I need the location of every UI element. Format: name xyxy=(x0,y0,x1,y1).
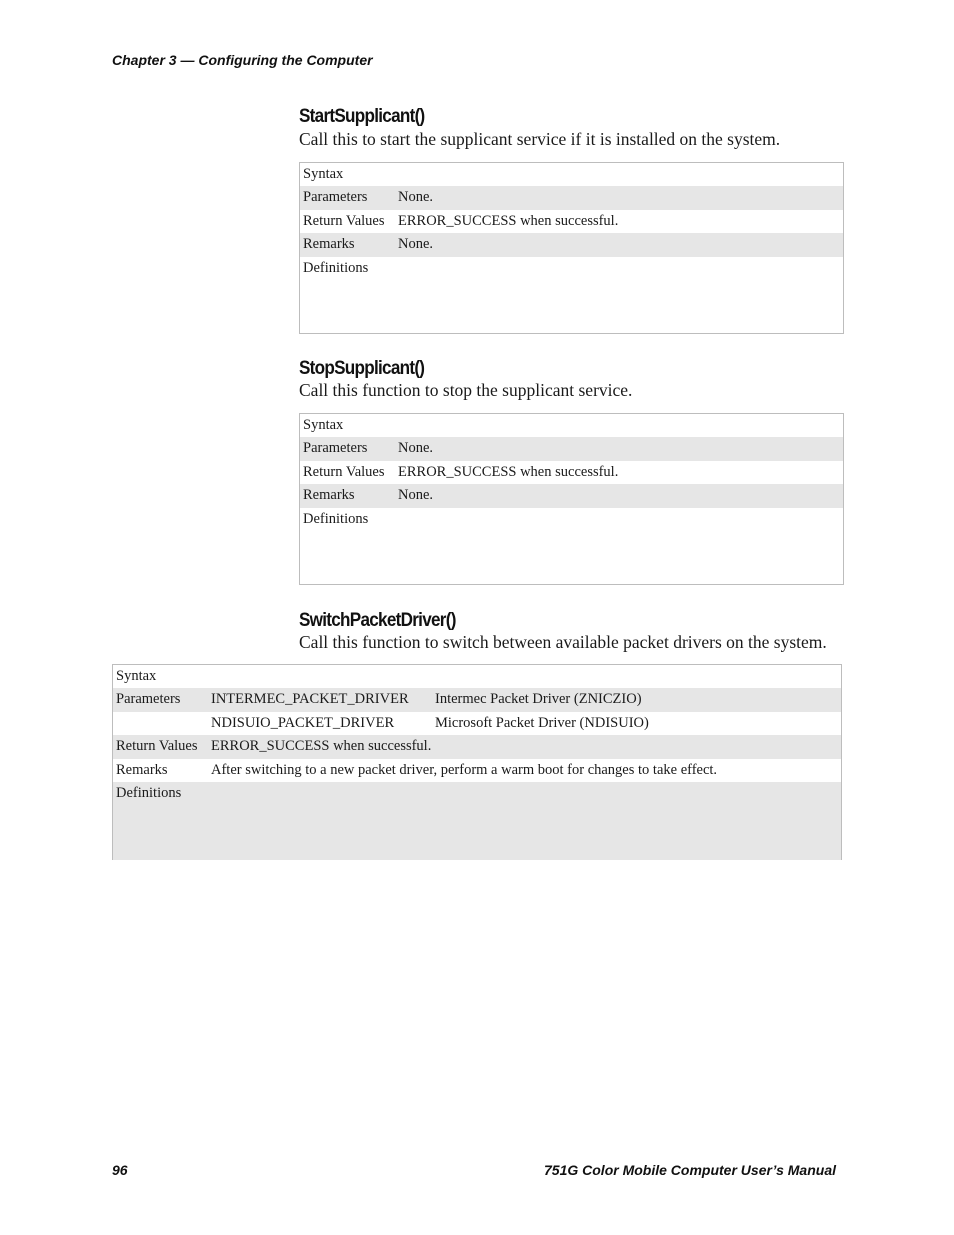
table-row xyxy=(300,163,843,186)
row-label: Return Values xyxy=(303,463,385,480)
function-table-switch-packet-driver xyxy=(112,664,842,860)
section-description-stop-supplicant: Call this function to stop the supplicant service. xyxy=(299,380,633,400)
row-value: ERROR_SUCCESS when successful. xyxy=(211,738,432,755)
manual-title: 751G Color Mobile Computer User’s Manual xyxy=(544,1162,836,1178)
row-value: ERROR_SUCCESS when successful. xyxy=(398,463,619,480)
table-row xyxy=(113,688,841,711)
section-title-start-supplicant: StartSupplicant() xyxy=(299,106,425,127)
table-row xyxy=(300,508,843,585)
parameter-name: NDISUIO_PACKET_DRIVER xyxy=(211,714,395,731)
row-label: Definitions xyxy=(303,259,369,276)
section-title-switch-packet-driver: SwitchPacketDriver() xyxy=(299,610,456,631)
row-label: Parameters xyxy=(303,189,368,206)
table-row xyxy=(300,210,843,233)
function-table-stop-supplicant xyxy=(299,413,844,585)
page-number: 96 xyxy=(112,1162,128,1178)
table-row xyxy=(113,782,841,860)
parameter-name: INTERMEC_PACKET_DRIVER xyxy=(211,691,409,708)
parameter-description: Microsoft Packet Driver (NDISUIO) xyxy=(435,714,649,731)
table-row xyxy=(113,665,841,688)
table-row xyxy=(300,186,843,209)
row-label: Syntax xyxy=(303,166,344,182)
table-row xyxy=(300,484,843,507)
row-label: Syntax xyxy=(116,668,157,684)
row-value: None. xyxy=(398,189,434,206)
section-description-start-supplicant: Call this to start the supplicant service if it is installed on the system. xyxy=(299,129,781,149)
section-title-stop-supplicant: StopSupplicant() xyxy=(299,358,425,379)
table-row xyxy=(113,712,841,735)
row-value: None. xyxy=(398,440,434,457)
section-description-switch-packet-driver: Call this function to switch between available packet drivers on the system. xyxy=(299,632,827,652)
row-label: Parameters xyxy=(303,440,368,457)
row-label: Return Values xyxy=(303,212,385,229)
row-value: None. xyxy=(398,236,434,253)
row-label: Syntax xyxy=(303,417,344,433)
table-row xyxy=(300,437,843,460)
row-label: Remarks xyxy=(303,487,355,504)
row-label: Parameters xyxy=(116,691,181,708)
row-value: After switching to a new packet driver, perform a warm boot for changes to take effect. xyxy=(211,761,718,778)
row-label: Definitions xyxy=(116,784,182,801)
table-row xyxy=(300,257,843,334)
table-row xyxy=(113,735,841,758)
function-table-start-supplicant xyxy=(299,162,844,334)
table-row xyxy=(113,759,841,782)
row-value: None. xyxy=(398,487,434,504)
row-label: Definitions xyxy=(303,510,369,527)
table-row xyxy=(300,461,843,484)
row-label: Remarks xyxy=(116,761,168,778)
table-row xyxy=(300,414,843,437)
parameter-description: Intermec Packet Driver (ZNICZIO) xyxy=(435,691,642,708)
row-value: ERROR_SUCCESS when successful. xyxy=(398,212,619,229)
table-row xyxy=(300,233,843,256)
running-header: Chapter 3 — Configuring the Computer xyxy=(112,52,373,68)
row-label: Remarks xyxy=(303,236,355,253)
row-label: Return Values xyxy=(116,738,198,755)
